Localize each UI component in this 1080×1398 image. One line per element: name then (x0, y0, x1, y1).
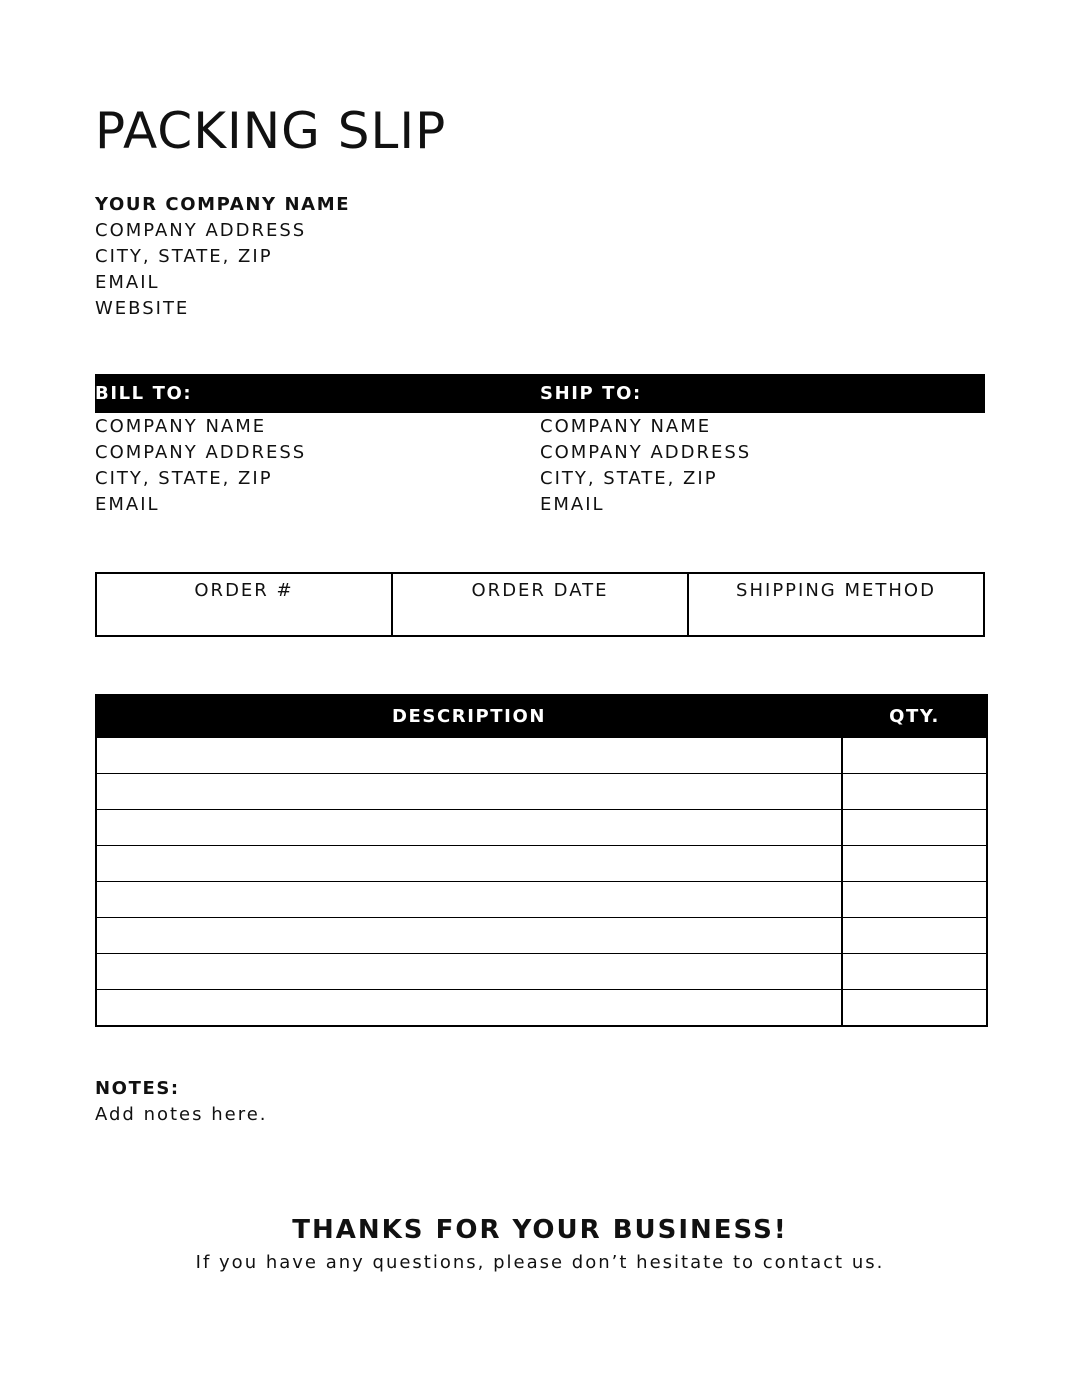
sender-company-address: COMPANY ADDRESS (95, 220, 307, 241)
bill-to-city-state-zip: CITY, STATE, ZIP (95, 468, 273, 489)
order-number-label: ORDER # (194, 580, 294, 601)
bill-to-company-address: COMPANY ADDRESS (95, 442, 307, 463)
shipping-method-field[interactable] (687, 574, 983, 635)
sender-company-name: YOUR COMPANY NAME (95, 194, 351, 215)
description-cell[interactable] (96, 918, 842, 954)
sender-company-block (95, 192, 350, 322)
bill-to-block (95, 414, 306, 518)
ship-to-header: SHIP TO: (540, 383, 642, 404)
footer-thanks-title: THANKS FOR YOUR BUSINESS! (292, 1215, 788, 1245)
order-info-box (95, 572, 985, 637)
qty-cell[interactable] (842, 737, 987, 774)
ship-to-block (540, 414, 751, 518)
ship-to-email: EMAIL (540, 494, 605, 515)
description-column-header: DESCRIPTION (96, 695, 842, 737)
qty-cell[interactable] (842, 882, 987, 918)
items-table-header-row (96, 695, 987, 737)
address-header-bar (95, 374, 985, 413)
table-row (96, 990, 987, 1027)
qty-cell[interactable] (842, 810, 987, 846)
table-row (96, 774, 987, 810)
footer-contact-message: If you have any questions, please don’t hesitate to contact us. (195, 1252, 885, 1273)
table-row (96, 846, 987, 882)
sender-website: WEBSITE (95, 298, 190, 319)
table-row (96, 954, 987, 990)
ship-to-company-address: COMPANY ADDRESS (540, 442, 752, 463)
ship-to-company-name: COMPANY NAME (540, 416, 712, 437)
bill-to-header: BILL TO: (95, 383, 193, 404)
table-row (96, 810, 987, 846)
footer (0, 1212, 1080, 1276)
order-date-field[interactable] (391, 574, 687, 635)
table-row (96, 882, 987, 918)
qty-cell[interactable] (842, 846, 987, 882)
bill-to-email: EMAIL (95, 494, 160, 515)
description-cell[interactable] (96, 737, 842, 774)
order-number-field[interactable] (97, 574, 391, 635)
qty-column-header: QTY. (842, 695, 987, 737)
description-cell[interactable] (96, 954, 842, 990)
bill-to-company-name: COMPANY NAME (95, 416, 267, 437)
description-cell[interactable] (96, 882, 842, 918)
description-cell[interactable] (96, 774, 842, 810)
qty-cell[interactable] (842, 774, 987, 810)
table-row (96, 918, 987, 954)
sender-city-state-zip: CITY, STATE, ZIP (95, 246, 273, 267)
sender-email: EMAIL (95, 272, 160, 293)
shipping-method-label: SHIPPING METHOD (736, 580, 936, 601)
order-date-label: ORDER DATE (471, 580, 609, 601)
qty-cell[interactable] (842, 990, 987, 1027)
notes-section (95, 1076, 268, 1128)
page-title: PACKING SLIP (95, 102, 447, 160)
description-cell[interactable] (96, 810, 842, 846)
description-cell[interactable] (96, 846, 842, 882)
notes-text[interactable]: Add notes here. (95, 1104, 268, 1125)
qty-cell[interactable] (842, 954, 987, 990)
notes-label: NOTES: (95, 1078, 180, 1099)
table-row (96, 737, 987, 774)
items-table (95, 694, 988, 1027)
description-cell[interactable] (96, 990, 842, 1027)
qty-cell[interactable] (842, 918, 987, 954)
ship-to-city-state-zip: CITY, STATE, ZIP (540, 468, 718, 489)
